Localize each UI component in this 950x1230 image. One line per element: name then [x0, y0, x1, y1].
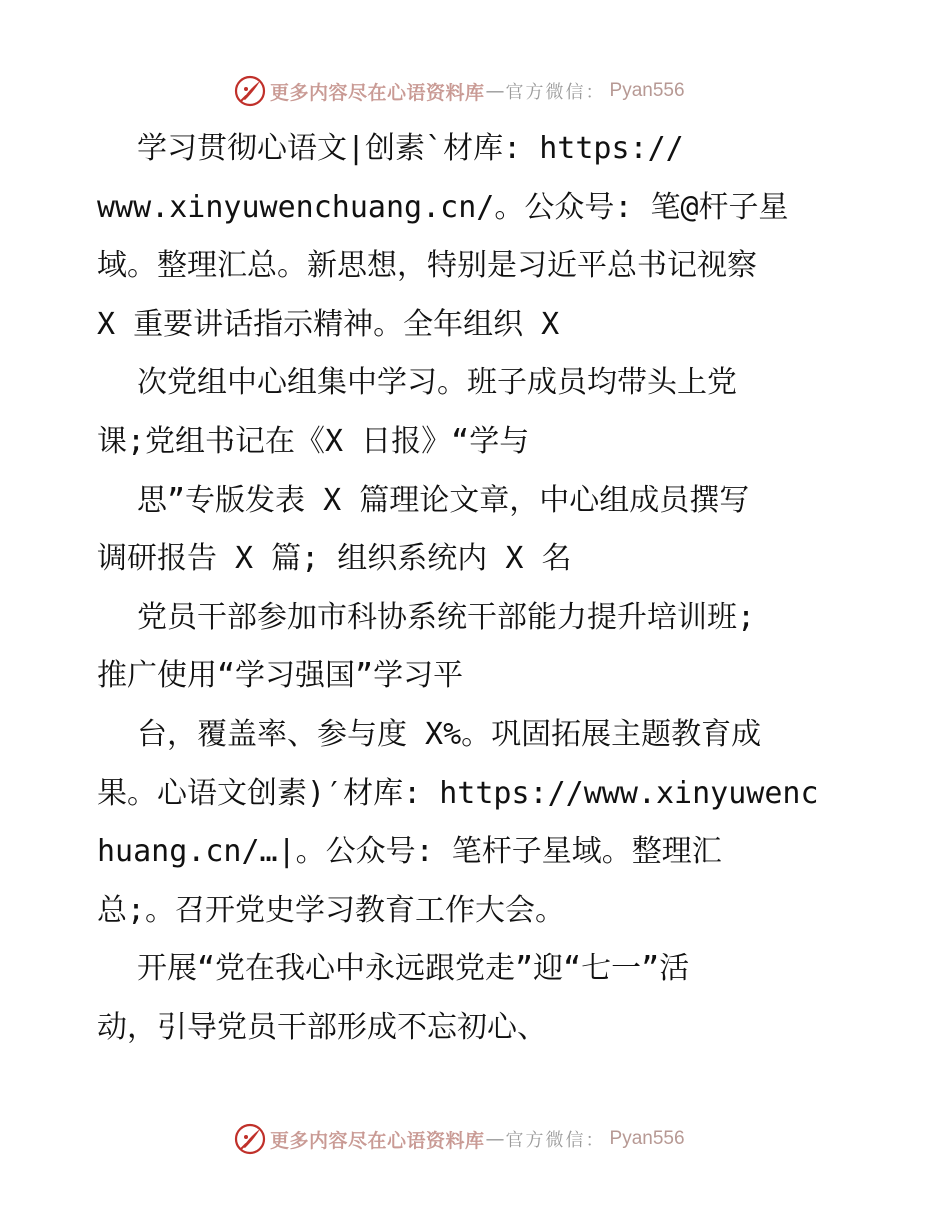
header-dash: — [485, 80, 505, 102]
body-line: 课;党组书记在《X 日报》“学与 [97, 423, 530, 459]
document-body [97, 120, 857, 1058]
header-banner [234, 74, 754, 108]
footer-dash: — [485, 1128, 505, 1150]
header-brand-text: 更多内容尽在心语资料库 [270, 81, 485, 104]
footer-official-label: 官方微信： [505, 1130, 606, 1151]
quill-pen-logo-icon [234, 1123, 266, 1155]
body-line: 果。心语文创素)′材库: https://www.xinyuwenc [97, 775, 819, 811]
body-line: X 重要讲话指示精神。全年组织 X [97, 306, 560, 342]
body-line: 开展“党在我心中永远跟党走”迎“七一”活 [137, 951, 690, 987]
body-line: 次党组中心组集中学习。班子成员均带头上党 [137, 365, 737, 401]
body-line: 动，引导党员干部形成不忘初心、 [97, 1009, 547, 1045]
body-line: 域。整理汇总。新思想，特别是习近平总书记视察 [97, 248, 757, 284]
footer-brand-text: 更多内容尽在心语资料库 [270, 1129, 485, 1152]
header-wechat-id: Pyan556 [609, 80, 685, 101]
body-line: 推广使用“学习强国”学习平 [97, 658, 464, 694]
body-line: huang.cn/…|。公众号: 笔杆子星域。整理汇 [97, 834, 722, 870]
body-line: 思”专版发表 X 篇理论文章，中心组成员撰写 [137, 482, 750, 518]
footer-banner [234, 1122, 754, 1156]
footer-wechat-id: Pyan556 [609, 1128, 685, 1149]
body-line: 调研报告 X 篇; 组织系统内 X 名 [97, 541, 572, 577]
body-line: 总;。召开党史学习教育工作大会。 [97, 892, 566, 928]
body-line: www.xinyuwenchuang.cn/。公众号: 笔@杆子星 [97, 189, 789, 225]
header-official-label: 官方微信： [505, 82, 606, 103]
body-line: 党员干部参加市科协系统干部能力提升培训班; [137, 599, 756, 635]
body-line: 台，覆盖率、参与度 X%。巩固拓展主题教育成 [137, 716, 762, 752]
quill-pen-logo-icon [234, 75, 266, 107]
body-line: 学习贯彻心语文|创素`材库: https:// [137, 131, 684, 166]
